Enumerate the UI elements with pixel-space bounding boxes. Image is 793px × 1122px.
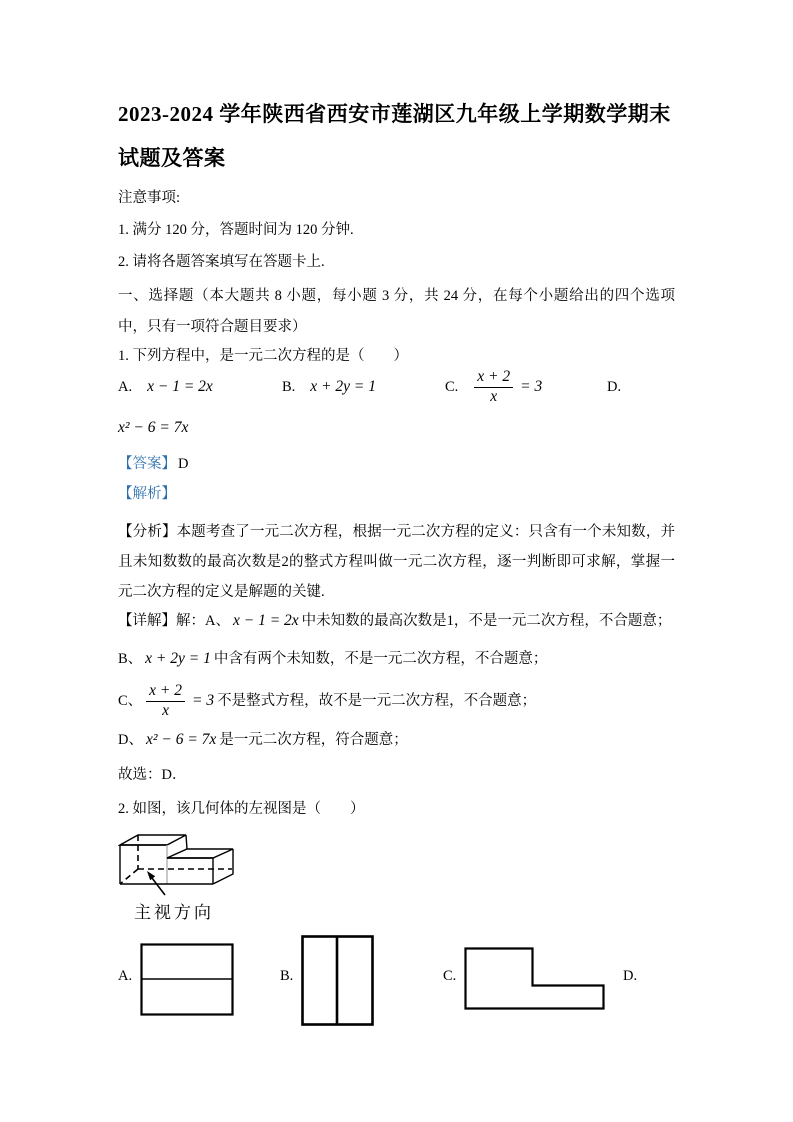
q1-option-b-label: B.	[282, 378, 296, 395]
q2-option-b-label: B.	[280, 968, 294, 984]
q1-option-a-math: x − 1 = 2x	[147, 378, 213, 395]
answer-tag: 【答案】	[118, 456, 176, 472]
q2-option-b-figure	[301, 935, 375, 1027]
answer-value: D	[178, 456, 189, 472]
q1-option-d	[607, 360, 633, 414]
q1-option-b	[282, 360, 379, 414]
detail-a-post: 中未知数的最高次数是1，不是一元二次方程，不合题意；	[301, 613, 672, 629]
detail-b-pre: B、	[118, 651, 143, 667]
document-title-line2: 试题及答案	[118, 146, 226, 170]
q1-option-a-label: A.	[118, 378, 133, 395]
q1-answer-line	[118, 453, 675, 475]
q1-option-d-label: D.	[607, 378, 622, 395]
q1-options-row	[118, 360, 718, 414]
q2-option-c-figure	[464, 947, 605, 1010]
q1-option-c-fraction	[474, 368, 513, 406]
q2-option-d-label: D.	[623, 968, 638, 984]
q1-option-a	[118, 360, 216, 414]
detail-a-math: x − 1 = 2x	[232, 612, 299, 629]
detail-c-post: 不是整式方程，故不是一元二次方程，不合题意；	[217, 693, 537, 709]
q1-stem: 1. 下列方程中，是一元二次方程的是（ ）	[118, 348, 408, 364]
q1-option-c-rhs: = 3	[520, 378, 543, 395]
fraction-denominator: x	[474, 387, 513, 407]
detail-a-pre: 【详解】解：A、	[118, 613, 230, 629]
q1-analysis: 【分析】本题考查了一元二次方程，根据一元二次方程的定义：只含有一个未知数，并且未知数数的最高次数是2的整式方程叫做一元二次方程，逐一判断即可求解，掌握一元二次方程的定义是解题的关键.	[118, 524, 675, 600]
q1-option-b-math: x + 2y = 1	[310, 378, 376, 395]
q2-option-c-label: C.	[443, 968, 457, 984]
detail-b-math: x + 2y = 1	[145, 650, 211, 667]
detail-c-rhs: = 3	[192, 692, 215, 709]
fraction-numerator: x + 2	[477, 367, 511, 385]
q2-figure	[118, 828, 318, 926]
view-direction-arrow	[147, 871, 165, 895]
fraction-denominator: x	[146, 701, 185, 721]
detail-d-pre: D、	[118, 732, 143, 748]
jiexi-tag: 【解析】	[118, 486, 176, 502]
q1-jiexi-line	[118, 483, 675, 505]
q1-option-c	[445, 360, 545, 414]
detail-c-fraction	[146, 682, 185, 720]
detail-d-math: x² − 6 = 7x	[145, 731, 217, 748]
section-heading: 一、选择题（本大题共 8 小题，每小题 3 分，共 24 分，在每个小题给出的四个选项中，只有一项符合题目要求）	[118, 288, 675, 335]
q1-option-c-label: C.	[445, 378, 459, 395]
q1-conclusion: 故选：D．	[118, 767, 187, 783]
q2-options-row	[118, 936, 678, 1028]
q2-figure-label: 主视方向	[134, 903, 214, 922]
fraction-numerator: x + 2	[149, 681, 183, 699]
q1-detail-d	[118, 729, 675, 751]
notice-heading: 注意事项:	[118, 190, 181, 206]
document-title-line1: 2023-2024 学年陕西省西安市莲湖区九年级上学期数学期末	[118, 102, 671, 126]
detail-b-post: 中含有两个未知数，不是一元二次方程，不合题意；	[213, 651, 548, 667]
step-solid-figure	[118, 828, 308, 903]
q1-detail-c	[118, 677, 675, 725]
detail-c-pre: C、	[118, 693, 143, 709]
q2-option-a-label: A.	[118, 968, 133, 984]
q1-detail-a	[118, 610, 675, 632]
notice-item-1: 1. 满分 120 分，答题时间为 120 分钟.	[118, 222, 354, 238]
notice-item-2: 2. 请将各题答案填写在答题卡上.	[118, 254, 325, 270]
q2-stem: 2. 如图，该几何体的左视图是（ ）	[118, 801, 365, 817]
q1-detail-b	[118, 648, 675, 670]
q1-option-d-math: x² − 6 = 7x	[118, 419, 189, 436]
q1-option-d-math-line	[118, 417, 675, 439]
detail-d-post: 是一元二次方程，符合题意；	[219, 732, 408, 748]
q2-option-a-figure	[140, 943, 235, 1017]
